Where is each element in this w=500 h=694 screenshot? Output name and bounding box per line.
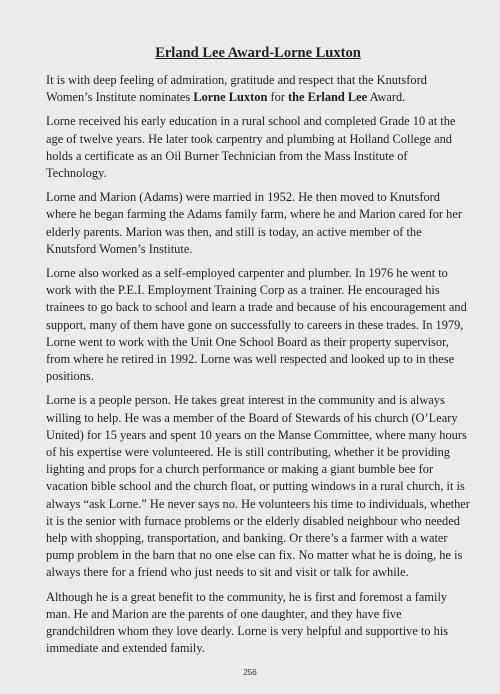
award-name: the Erland Lee xyxy=(288,90,368,105)
paragraph-education: Lorne received his early education in a rural school and completed Grade 10 at the age of twelve years. He later took carpentry and plumbing at Holland College and holds a certificate as an Oil Burner Technician from the Mass Institute of Technology. xyxy=(46,114,456,181)
paragraph-nomination xyxy=(46,72,470,106)
nomination-text-3: Award. xyxy=(367,90,406,105)
page-title: Erland Lee Award-Lorne Luxton xyxy=(155,45,361,61)
page-number: 256 xyxy=(243,668,257,677)
paragraph-family: Although he is a great benefit to the community, he is first and foremost a family man. He and Marion are the parents of one daughter, and they have five grandchildren whom they love dearly. Lorne is very helpful and supportive to his immediate and extended family. xyxy=(46,589,449,656)
paragraph-career: Lorne also worked as a self-employed carpenter and plumber. In 1976 he went to work with the P.E.I. Employment Training Corp as a trainer. He encouraged his trainees to go back to school and learn a trade and because of his encouragement and support, many of them have gone on successfully to careers in these trades. In 1979, Lorne went to work with the Unit One School Board as their property supervisor, from where he retired in 1992. Lorne was well respected and looked up to in these positions. xyxy=(46,266,467,384)
nominee-name: Lorne Luxton xyxy=(193,90,268,105)
nomination-text-1: It is with deep feeling of admiration, gratitude and respect that the Knutsford Women’s Institute nominates xyxy=(46,73,427,105)
paragraph-marriage: Lorne and Marion (Adams) were married in 1952. He then moved to Knutsford where he began farming the Adams family farm, where he and Marion cared for her elderly parents. Marion was then, and still is today, an active member of the Knutsford Women’s Institute. xyxy=(46,190,462,256)
paragraph-community: Lorne is a people person. He takes great interest in the community and is always willing to help. He was a member of the Board of Stewards of his church (O’Leary United) for 15 years and spent 10 years on the Manse Committee, where many hours of his expertise were volunteered. He is still contributing, whether it be providing lighting and props for a church performance or making a giant bumble bee for vacation bible school and the church float, or putting windows in a rural church, it is always “ask Lorne.” He never says no. He volunteers his time to individuals, whether it is the senior with furnace problems or the elderly disabled neighbour who needed help with shopping, transportation, and banking. Or there’s a farmer with a water pump problem in the barn that no one else can fix. No matter what he is doing, he is always there for a friend who just needs to sit and visit or talk for awhile. xyxy=(46,393,470,580)
nomination-text-2: for xyxy=(267,90,288,105)
